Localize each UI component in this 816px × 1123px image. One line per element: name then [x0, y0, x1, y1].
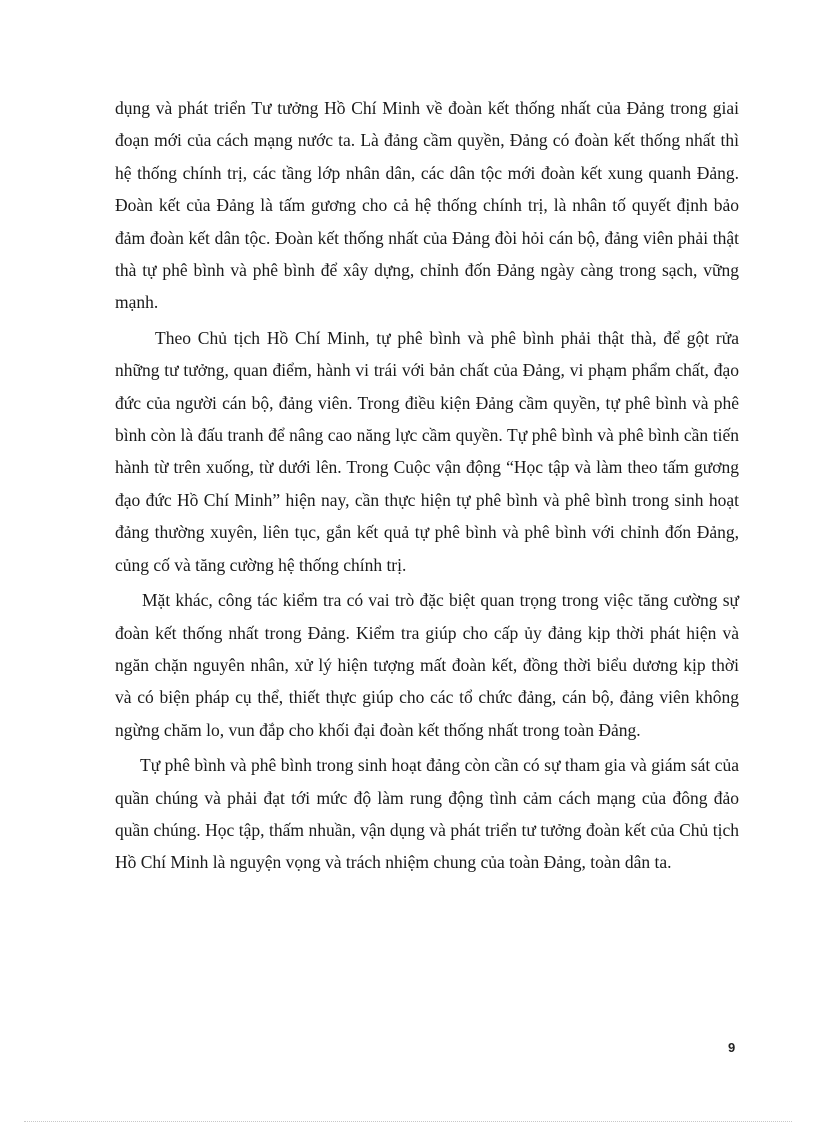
document-body: [115, 92, 739, 882]
paragraph-self-criticism: Theo Chủ tịch Hồ Chí Minh, tự phê bình và phê bình phải thật thà, để gột rửa những tư tưởng, quan điểm, hành vi trái với bản chất của Đảng, vi phạm phẩm chất, đạo đức của người cán bộ, đảng viên. Trong điều kiện Đảng cầm quyền, tự phê bình và phê bình còn là đấu tranh để nâng cao năng lực cầm quyền. Tự phê bình và phê bình cần tiến hành từ trên xuống, từ dưới lên. Trong Cuộc vận động “Học tập và làm theo tấm gương đạo đức Hồ Chí Minh” hiện nay, cần thực hiện tự phê bình và phê bình trong sinh hoạt đảng thường xuyên, liên tục, gắn kết quả tự phê bình và phê bình với chỉnh đốn Đảng, củng cố và tăng cường hệ thống chính trị.: [115, 327, 739, 575]
page-number: 9: [728, 1040, 736, 1055]
paragraph-continuation: dụng và phát triển Tư tưởng Hồ Chí Minh về đoàn kết thống nhất của Đảng trong giai đoạn mới của cách mạng nước ta. Là đảng cầm quyền, Đảng có đoàn kết thống nhất thì hệ thống chính trị, các tầng lớp nhân dân, các dân tộc mới đoàn kết xung quanh Đảng. Đoàn kết của Đảng là tấm gương cho cả hệ thống chính trị, là nhân tố quyết định bảo đảm đoàn kết dân tộc. Đoàn kết thống nhất của Đảng đòi hỏi cán bộ, đảng viên phải thật thà tự phê bình và phê bình để xây dựng, chỉnh đốn Đảng ngày càng trong sạch, vững mạnh.: [115, 98, 739, 313]
paragraph-conclusion: Tự phê bình và phê bình trong sinh hoạt đảng còn cần có sự tham gia và giám sát của quần chúng và phải đạt tới mức độ làm rung động tình cảm cách mạng của đông đảo quần chúng. Học tập, thấm nhuần, vận dụng và phát triển tư tưởng đoàn kết của Chủ tịch Hồ Chí Minh là nguyện vọng và trách nhiệm chung của toàn Đảng, toàn dân ta.: [115, 755, 739, 873]
page-bottom-border: [24, 1121, 792, 1122]
paragraph-inspection: Mặt khác, công tác kiểm tra có vai trò đặc biệt quan trọng trong việc tăng cường sự đoàn kết thống nhất trong Đảng. Kiểm tra giúp cho cấp ủy đảng kịp thời phát hiện và ngăn chặn nguyên nhân, xử lý hiện tượng mất đoàn kết, đồng thời biểu dương kịp thời và có biện pháp cụ thể, thiết thực giúp cho các tổ chức đảng, cán bộ, đảng viên không ngừng chăm lo, vun đắp cho khối đại đoàn kết thống nhất trong toàn Đảng.: [115, 590, 739, 740]
